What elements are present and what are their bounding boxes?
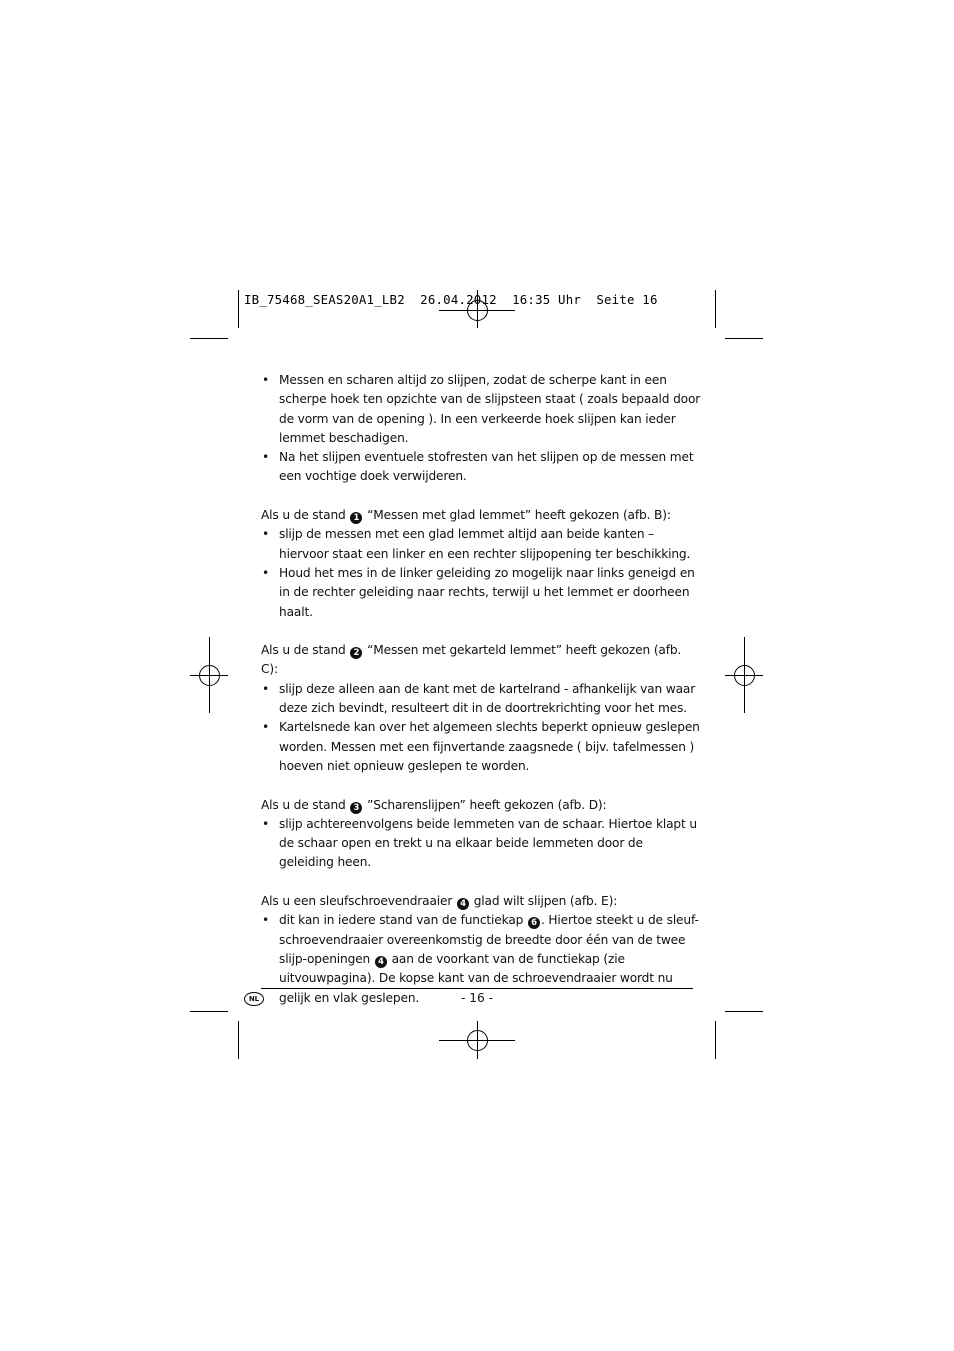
page-number: - 16 - bbox=[460, 991, 494, 1005]
crop-mark-top-left-h bbox=[190, 338, 228, 339]
page-content bbox=[261, 371, 701, 1008]
marker-2-icon: 2 bbox=[350, 647, 362, 659]
bullet-glyph: • bbox=[262, 565, 270, 580]
list-item bbox=[261, 815, 701, 873]
section-lead-4: Als u een sleufschroevendraaier 4 glad wilt slijpen (afb. E): bbox=[261, 894, 618, 910]
list-item bbox=[261, 448, 701, 487]
bullet-glyph: • bbox=[262, 681, 270, 696]
marker-4-icon: 4 bbox=[457, 898, 469, 910]
bullet-glyph: • bbox=[262, 373, 270, 387]
bullet-text: dit kan in iedere stand van de functiekap 6 . Hiertoe steekt u de sleuf-schroevendraaier overeenkomstig de breedte door één van de twee slijp-openingen 4 aan de voorkant van de functiekap (zie uitvouwpagina). De kopse kant van de schroevendraaier wordt nu gelijk en vlak geslepen. bbox=[279, 913, 699, 1005]
bullet-text: Houd het mes in de linker geleiding zo mogelijk naar links geneigd en in de rechter geleiding naar rechts, terwijl u het lemmet er doorheen haalt. bbox=[279, 565, 695, 619]
marker-1-icon: 1 bbox=[350, 512, 362, 524]
list-item bbox=[261, 564, 701, 622]
list-item bbox=[261, 371, 701, 448]
crop-mark-bottom-left-v bbox=[238, 1021, 239, 1059]
language-badge: NL bbox=[244, 992, 264, 1006]
bullet-text: slijp de messen met een glad lemmet altijd aan beide kanten – hiervoor staat een linker en een rechter slijpopening ter beschikking. bbox=[279, 527, 691, 561]
list-item bbox=[261, 718, 701, 776]
crop-mark-top-left-v bbox=[238, 290, 239, 328]
list-item bbox=[261, 525, 701, 564]
bullet-text: Messen en scharen altijd zo slijpen, zodat de scherpe kant in een scherpe hoek ten opzichte van de slijpsteen staat ( zoals bepaald door de vorm van de opening ). In een verkeerde hoek slijpen kan ieder lemmet beschadigen. bbox=[279, 373, 701, 445]
section-lead-2: Als u de stand 2 “Messen met gekarteld lemmet” heeft gekozen (afb. C): bbox=[261, 643, 682, 677]
section-lead-3: Als u de stand 3 ”Scharenslijpen” heeft gekozen (afb. D): bbox=[261, 797, 607, 813]
section-lead-1: Als u de stand 1 “Messen met glad lemmet” heeft gekozen (afb. B): bbox=[261, 508, 671, 524]
footer-rule bbox=[261, 988, 693, 989]
bullet-glyph: • bbox=[262, 527, 270, 542]
bullet-glyph: • bbox=[262, 913, 270, 928]
list-item bbox=[261, 680, 701, 719]
bullet-glyph: • bbox=[262, 816, 270, 831]
bullet-glyph: • bbox=[262, 720, 270, 735]
bullet-text: Kartelsnede kan over het algemeen slechts beperkt opnieuw geslepen worden. Messen met een fijnvertande zaagsnede ( bijv. tafelmessen ) hoeven niet opnieuw geslepen te worden. bbox=[279, 720, 700, 773]
crop-mark-bottom-right-h bbox=[725, 1011, 763, 1012]
crop-mark-top-right-v bbox=[715, 290, 716, 328]
bullet-text: slijp achtereenvolgens beide lemmeten van de schaar. Hiertoe klapt u de schaar open en trekt u na elkaar beide lemmeten door de geleiding heen. bbox=[279, 816, 697, 870]
marker-4-icon: 4 bbox=[375, 956, 387, 968]
bullet-text: slijp deze alleen aan de kant met de kartelrand - afhankelijk van waar deze zich bevindt, resulteert dit in de doortrekrichting voor het mes. bbox=[279, 681, 696, 716]
bullet-glyph: • bbox=[262, 450, 270, 465]
marker-6-icon: 6 bbox=[528, 917, 540, 929]
crop-mark-top-right-h bbox=[725, 338, 763, 339]
crop-mark-bottom-left-h bbox=[190, 1011, 228, 1012]
marker-3-icon: 3 bbox=[350, 802, 362, 814]
bullet-text: Na het slijpen eventuele stofresten van het slijpen op de messen met een vochtige doek verwijderen. bbox=[279, 450, 694, 484]
print-slug: IB_75468_SEAS20A1_LB2 26.04.2012 16:35 Uhr Seite 16 bbox=[244, 292, 658, 307]
crop-mark-bottom-right-v bbox=[715, 1021, 716, 1059]
